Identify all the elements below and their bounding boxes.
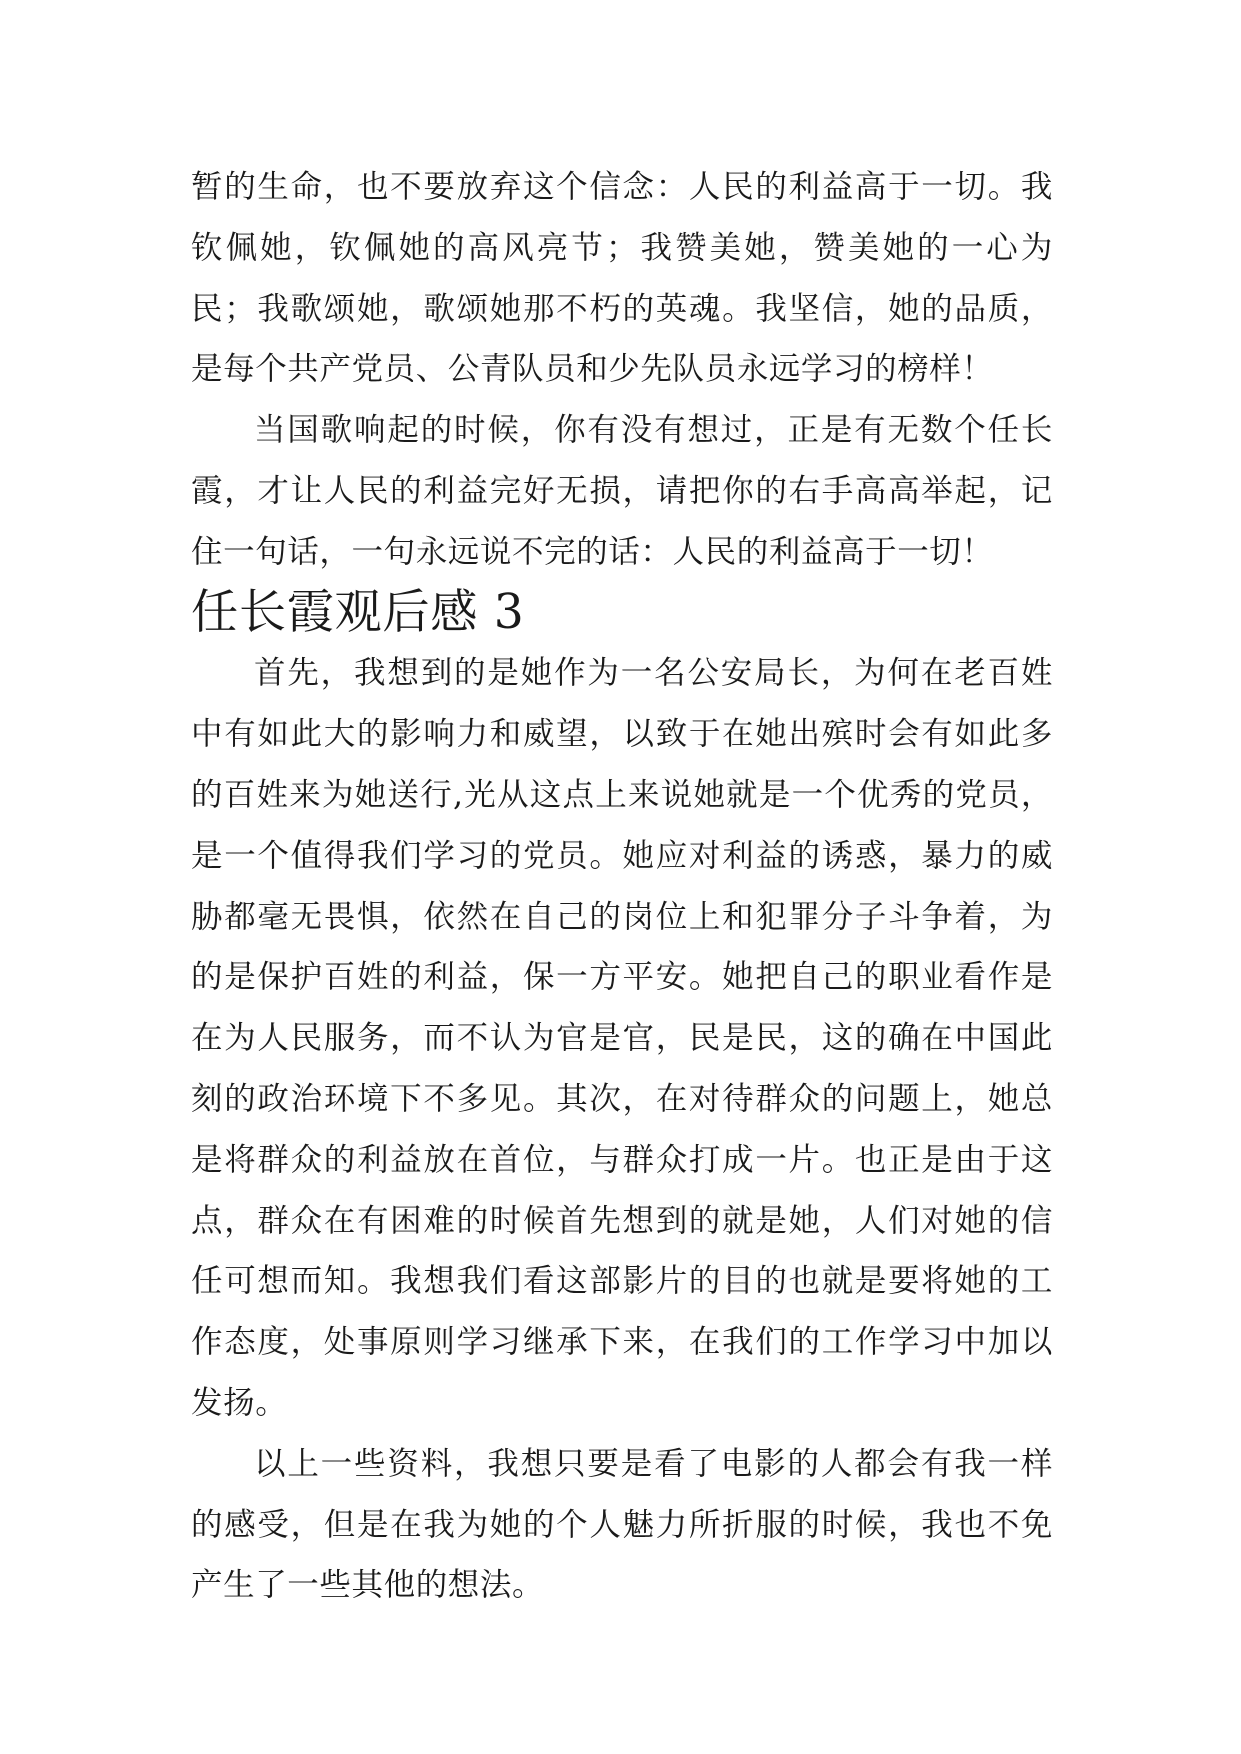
paragraph-continued: 暂的生命，也不要放弃这个信念：人民的利益高于一切。我钦佩她，钦佩她的高风亮节；我赞美她，赞美她的一心为民；我歌颂她，歌颂她那不朽的英魂。我坚信，她的品质，是每个共产党员、公青队员和少先队员永远学习的榜样！ bbox=[191, 169, 1053, 388]
paragraph-other-thoughts: 以上一些资料，我想只要是看了电影的人都会有我一样的感受，但是在我为她的个人魅力所折服的时候，我也不免产生了一些其他的想法。 bbox=[191, 1445, 1053, 1604]
paragraph-national-anthem: 当国歌响起的时候，你有没有想过，正是有无数个任长霞，才让人民的利益完好无损，请把你的右手高高举起，记住一句话，一句永远说不完的话：人民的利益高于一切！ bbox=[191, 412, 1053, 570]
section-title: 任长霞观后感 3 bbox=[191, 584, 525, 640]
paragraph-first-thoughts: 首先，我想到的是她作为一名公安局长，为何在老百姓中有如此大的影响力和威望，以致于在她出殡时会有如此多的百姓来为她送行,光从这点上来说她就是一个优秀的党员，是一个值得我们学习的党员。她应对利益的诱惑，暴力的威胁都毫无畏惧，依然在自己的岗位上和犯罪分子斗争着，为的是保护百姓的利益，保一方平安。她把自己的职业看作是在为人民服务，而不认为官是官，民是民，这的确在中国此刻的政治环境下不多见。其次，在对待群众的问题上，她总是将群众的利益放在首位，与群众打成一片。也正是由于这点，群众在有困难的时候首先想到的就是她，人们对她的信任可想而知。我想我们看这部影片的目的也就是要将她的工作态度，处事原则学习继承下来，在我们的工作学习中加以发扬。 bbox=[191, 655, 1053, 1421]
document-body bbox=[191, 157, 1053, 1616]
